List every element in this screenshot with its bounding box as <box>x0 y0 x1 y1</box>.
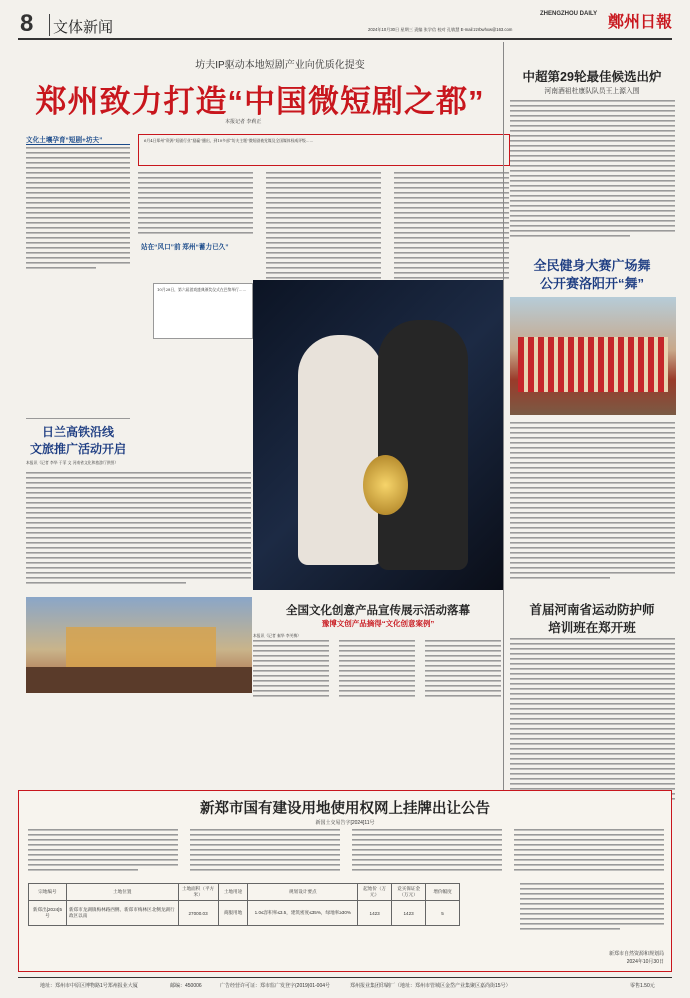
table-header-cell: 竞买保证金（万元） <box>392 884 426 901</box>
footer-address: 地址：郑州市中原区博物路1号郑州报业大厦 <box>40 983 138 989</box>
sidebar-story1-text <box>510 100 675 250</box>
dance-photo <box>510 297 676 415</box>
sidebar-story2-title-1: 全民健身大赛广场舞 <box>533 258 651 273</box>
masthead-en: ZHENGZHOU DAILY <box>540 11 598 17</box>
expo-title: 全国文化创意产品宣传展示活动落幕 <box>286 605 470 617</box>
notice-title: 新郑市国有建设用地使用权网上挂牌出让公告 <box>200 801 490 817</box>
table-cell: 新郑市龙湖镇梅林路西侧、新郑市梅林区北侧龙湖行政区以南 <box>66 901 178 926</box>
lead-text-col-1 <box>26 147 130 275</box>
photo-person-left <box>298 335 383 565</box>
table-cell: 1423 <box>392 901 426 926</box>
table-row <box>29 901 460 926</box>
rail-rule-top <box>26 418 130 419</box>
lead-text-cols <box>138 172 513 280</box>
table-header-cell: 增价幅度 <box>426 884 460 901</box>
lead-byline: 本报记者 李莉正 <box>225 119 262 125</box>
page-number: 8 <box>20 10 34 37</box>
photo-caption-box <box>153 283 253 339</box>
table-cell: 5 <box>426 901 460 926</box>
table-header-cell: 土地位置 <box>66 884 178 901</box>
rail-photo-stage <box>66 627 216 667</box>
masthead-logo: 鄭州日報 <box>608 12 673 31</box>
rail-photo-crowd <box>26 667 252 693</box>
sidebar-story3-title-2: 培训班在郑开班 <box>548 621 636 635</box>
header-divider <box>49 14 50 36</box>
notice-text-top <box>28 829 664 877</box>
award-photo <box>253 280 503 590</box>
section-title: 文体新闻 <box>53 19 114 36</box>
lead-subhead-1: 文化土壤孕育“短剧+坊夫” <box>26 137 103 144</box>
footer-rule <box>18 977 672 978</box>
table-cell: 新郑出[2024]5号 <box>29 901 67 926</box>
table-cell: 1.0≤容积率≤3.5，建筑密度≤35%，绿地率≥30% <box>248 901 358 926</box>
notice-table <box>28 883 460 926</box>
table-cell: 商服用地 <box>218 901 248 926</box>
notice-table-header <box>29 884 460 901</box>
rail-title: 日兰高铁沿线 <box>41 425 114 439</box>
notice-text-right <box>520 883 664 945</box>
header-rule <box>18 38 672 40</box>
footer-postcode: 邮编：450006 <box>170 983 202 989</box>
lead-quote-text: 6月4日郑州“资源”短剧行业“励赢”播出，到10多部“坊夫主题”微短剧被党媒及全国媒体权威评级…… <box>144 138 314 143</box>
dance-performers <box>518 337 668 392</box>
rail-byline: 本报讯（记者 李华 于菲 文 河南省文化和旅游厅供图） <box>26 460 119 465</box>
lead-headline: 郑州致力打造“中国微短剧之都” <box>35 84 485 119</box>
table-cell: 27000.03 <box>178 901 218 926</box>
table-header-cell: 宗地编号 <box>29 884 67 901</box>
rail-photo <box>26 597 252 693</box>
column-divider <box>503 42 504 832</box>
table-header-cell: 起始价（万元） <box>358 884 392 901</box>
photo-caption: 10月28日，第六届游戏盛典颁奖仪式在巴黎举行…… <box>157 287 247 292</box>
notice-doc-no: 新国土交易告字[2024]11号 <box>315 820 375 826</box>
date-line: 2024年10月30日 星期三 责编 张学信 校对 孔敏慧 E-mail:zzrbwhxw@163.com <box>368 27 513 32</box>
footer-price: 零售1.50元 <box>630 983 655 989</box>
sidebar-story1-title: 中超第29轮最佳候选出炉 <box>522 70 662 84</box>
footer-printer: 郑州报业集团印刷厂（地址：郑州市管城区金岱产业集聚区嘉尚街15号） <box>350 983 511 989</box>
notice-signature: 新郑市自然资源和规划局 <box>608 951 664 957</box>
sidebar-story1-sub: 河南酒祖杜康队队员王上源入围 <box>544 88 640 95</box>
table-header-cell: 土地面积（平方米） <box>178 884 218 901</box>
lead-subhead-2: 站在“风口”前 郑州“蓄力已久” <box>141 240 229 252</box>
rail-subtitle: 文旅推广活动开启 <box>29 442 126 456</box>
photo-person-right <box>378 320 468 570</box>
expo-byline: 本报讯（记者 秦华 李芙梅） <box>253 633 301 638</box>
lead-kicker: 坊夫IP驱动本地短剧产业向优质化提变 <box>195 60 365 71</box>
trophy-icon <box>363 455 408 515</box>
rail-text <box>26 472 251 592</box>
table-header-cell: 规划设计要点 <box>248 884 358 901</box>
expo-subtitle: 豫博文创产品摘得“文化创意案例” <box>321 619 435 628</box>
expo-text <box>253 640 503 702</box>
subhead-rule <box>26 144 130 145</box>
table-cell: 1423 <box>358 901 392 926</box>
footer-ad-license: 广告经营许可证：郑市监广发登字(2019)01-004号 <box>220 983 331 989</box>
lead-quote-box <box>138 134 510 166</box>
sidebar-story3-text <box>510 638 675 808</box>
sidebar-story2-text <box>510 422 675 586</box>
sidebar-story3-title-1: 首届河南省运动防护师 <box>529 603 655 617</box>
notice-date: 2024年10月30日 <box>626 959 664 965</box>
table-header-cell: 土地用途 <box>218 884 248 901</box>
sidebar-story2-title-2: 公开赛洛阳开“舞” <box>539 276 644 291</box>
